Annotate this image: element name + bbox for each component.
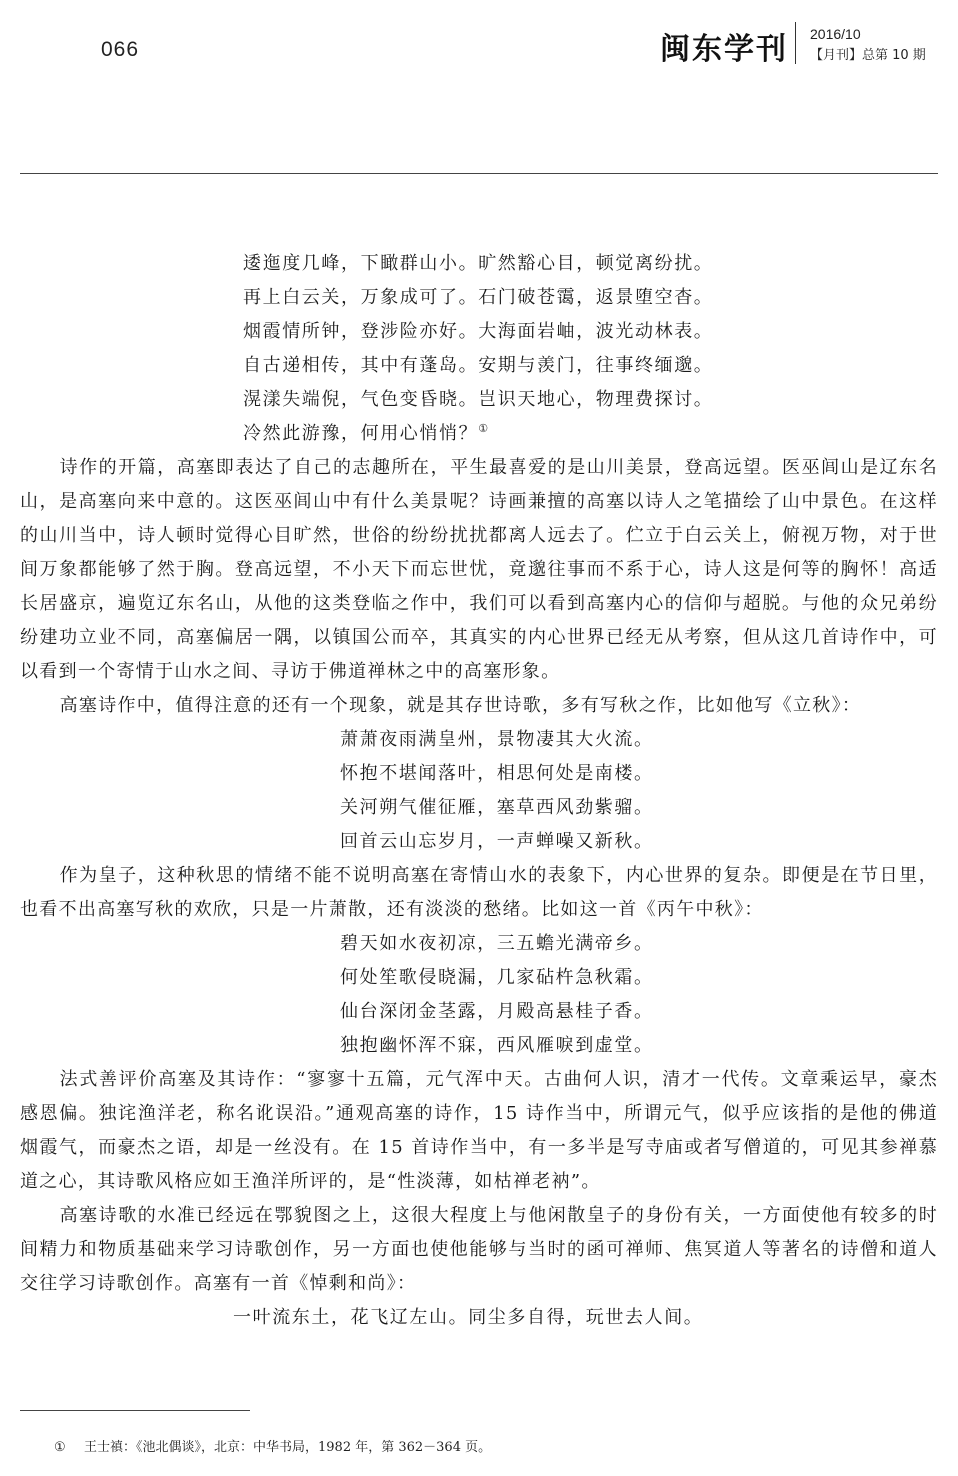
poem-block-3 [20, 927, 938, 1063]
page-number: 066 [101, 38, 140, 61]
footnote-rule [20, 1410, 250, 1411]
header-divider [795, 22, 796, 64]
paragraph: 高塞诗歌的水准已经远在鄂貌图之上，这很大程度上与他闲散皇子的身份有关，一方面使他有较多的时间精力和物质基础来学习诗歌创作，另一方面也使他能够与当时的函可禅师、焦冥道人等著名的诗僧和道人交往学习诗歌创作。高塞有一首《悼剩和尚》： [20, 1205, 938, 1294]
poem-line: 仙台深闭金茎露，月殿高悬桂子香。 [340, 1001, 654, 1022]
poem-block-4 [20, 1301, 938, 1335]
paragraph: 高塞诗作中，值得注意的还有一个现象，就是其存世诗歌，多有写秋之作，比如他写《立秋》： [59, 695, 862, 716]
journal-name: 闽东学刊 [660, 32, 788, 67]
poem-line: 再上白云关，万象成可了。石门破苍霭，返景堕空杳。 [243, 287, 714, 308]
footnote [54, 1436, 491, 1455]
poem-line: 一叶流东土，花飞辽左山。同尘多自得，玩世去人间。 [233, 1307, 704, 1328]
issue-date: 2016/10 [810, 26, 861, 42]
poem-line-text: 冷然此游豫，何用心悄悄？ [243, 423, 479, 444]
header-rule [20, 173, 938, 174]
poem-line: 烟霞情所钟，登涉险亦好。大海面岩岫，波光动林表。 [243, 321, 714, 342]
footnote-text: 王士禛：《池北偶谈》，北京：中华书局，1982 年，第 362－364 页。 [84, 1440, 492, 1455]
paragraph: 作为皇子，这种秋思的情绪不能不说明高塞在寄情山水的表象下，内心世界的复杂。即便是在节日里，也看不出高塞写秋的欢欣，只是一片萧散，还有淡淡的愁绪。比如这一首《丙午中秋》： [20, 865, 938, 920]
footnote-reference: ① [478, 422, 490, 435]
paragraph: 诗作的开篇，高塞即表达了自己的志趣所在，平生最喜爱的是山川美景，登高远望。医巫闾山是辽东名山，是高塞向来中意的。这医巫闾山中有什么美景呢？诗画兼擅的高塞以诗人之笔描绘了山中景色。在这样的山川当中，诗人顿时觉得心目旷然，世俗的纷纷扰扰都离人远去了。伫立于白云关上，俯视万物，对于世间万象都能够了然于胸。登高远望，不小天下而忘世忧，竟邈往事而不系于心，诗人这是何等的胸怀！高适长居盛京，遍览辽东名山，从他的这类登临之作中，我们可以看到高塞内心的信仰与超脱。与他的众兄弟纷纷建功立业不同，高塞偏居一隅，以镇国公而卒，其真实的内心世界已经无从考察，但从这几首诗作中，可以看到一个寄情于山水之间、寻访于佛道禅林之中的高塞形象。 [20, 457, 938, 682]
poem-line: 关河朔气催征雁，塞草西风劲紫骝。 [340, 797, 654, 818]
poem-line: 自古递相传，其中有蓬岛。安期与羡门，往事终缅邈。 [243, 355, 714, 376]
poem-line: 萧萧夜雨满皇州，景物凄其大火流。 [340, 729, 654, 750]
issue-info: 【月刊】总第 10 期 [810, 48, 926, 63]
poem-line: 碧天如水夜初凉，三五蟾光满帝乡。 [340, 933, 654, 954]
paragraph: 法式善评价高塞及其诗作：“寥寥十五篇，元气浑中天。古曲何人识，清才一代传。文章乘运早，豪杰感恩偏。独诧渔洋老，称名讹误沿。”通观高塞的诗作，15 诗作当中，所谓元气，似乎应该指的是他的佛道烟霞气，而豪杰之语，却是一丝没有。在 15 首诗作当中，有一多半是写寺庙或者写僧道的，可见其参禅慕道之心，其诗歌风格应如王渔洋所评的，是“性淡薄，如枯禅老衲”。 [20, 1069, 938, 1192]
poem-block-2 [20, 723, 938, 859]
poem-line: 滉漾失端倪，气色变昏晓。岂识天地心，物理费探讨。 [243, 389, 714, 410]
poem-line: 回首云山忘岁月，一声蝉噪又新秋。 [340, 831, 654, 852]
poem-line: 何处笙歌侵晓漏，几家砧杵急秋霜。 [340, 967, 654, 988]
article-body [20, 247, 938, 1335]
poem-line: 独抱幽怀浑不寐，西风雁唳到虚堂。 [340, 1035, 654, 1056]
poem-line-last [20, 417, 938, 451]
poem-line: 怀抱不堪闻落叶，相思何处是南楼。 [340, 763, 654, 784]
poem-block-1 [20, 247, 938, 451]
footnote-mark: ① [54, 1440, 66, 1455]
poem-line: 逶迤度几峰，下瞰群山小。旷然豁心目，顿觉离纷扰。 [243, 253, 714, 274]
